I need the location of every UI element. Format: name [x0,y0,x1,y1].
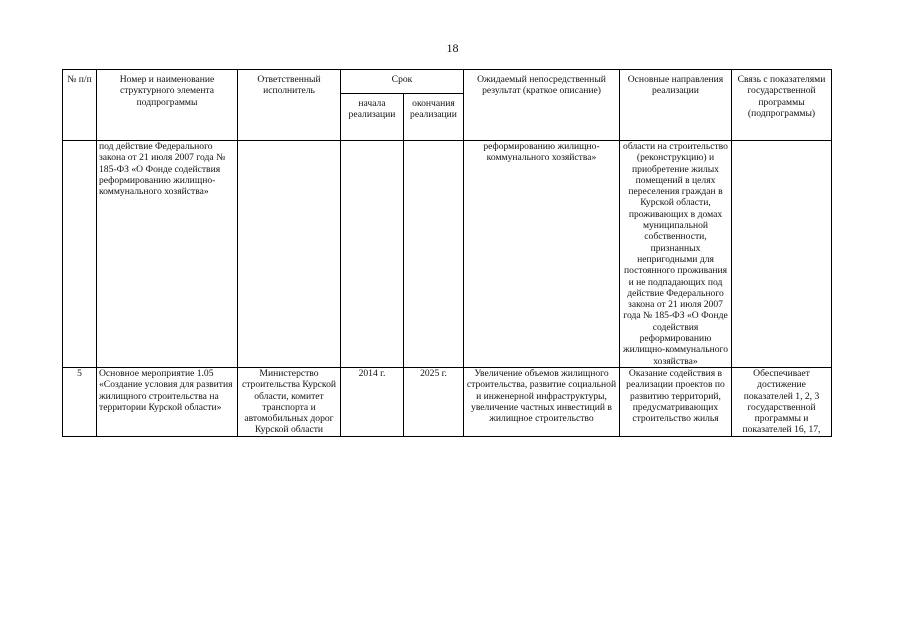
cell-directions: Оказание содействия в реализации проектов по развитию территорий, предусматривающих строительство жилья [620,367,732,436]
header-name: Номер и наименование структурного элемента подпрограммы [97,70,238,141]
cell-end: 2025 г. [404,367,464,436]
cell-start [341,141,404,368]
header-num: № п/п [63,70,97,141]
cell-start: 2014 г. [341,367,404,436]
cell-directions: области на строительство (реконструкцию) и приобретение жилых помещений в целях переселения граждан в Курской области, проживающих в домах муниципальной собственности, признанных непригодными для постоянного проживания и не подпадающих под действие Федерального закона от 21 июля 2007 года № 185-ФЗ «О Фонде содействия реформированию жилищно-коммунального хозяйства» [620,141,732,368]
header-directions: Основные направления реализации [620,70,732,141]
cell-executor [238,141,341,368]
header-term-end: окончания реализации [404,94,464,141]
cell-link: Обеспечивает достижение показателей 1, 2, 3 государственной программы и показателей 16, 17, [732,367,832,436]
cell-num [63,141,97,368]
header-link: Связь с показателями государственной программы (подпрограммы) [732,70,832,141]
cell-link [732,141,832,368]
cell-result: реформированию жилищно-коммунального хозяйства» [464,141,620,368]
cell-name: Основное мероприятие 1.05 «Создание условия для развития жилищного строительства на территории Курской области» [97,367,238,436]
table-row [63,367,832,436]
cell-result: Увеличение объемов жилищного строительства, развитие социальной и инженерной инфраструктуры, увеличение частных инвестиций в жилищное строительство [464,367,620,436]
cell-end [404,141,464,368]
page-number: 18 [446,41,459,55]
subprogram-table [62,69,832,437]
header-executor: Ответственный исполнитель [238,70,341,141]
cell-num: 5 [63,367,97,436]
header-result: Ожидаемый непосредственный результат (краткое описание) [464,70,620,141]
header-term-start: начала реализации [341,94,404,141]
table-header-row [63,70,832,94]
header-term: Срок [341,70,464,94]
cell-name: под действие Федерального закона от 21 июля 2007 года № 185-ФЗ «О Фонде содействия реформированию жилищно-коммунального хозяйства» [97,141,238,368]
cell-executor: Министерство строительства Курской области, комитет транспорта и автомобильных дорог Курской области [238,367,341,436]
table-row [63,141,832,368]
